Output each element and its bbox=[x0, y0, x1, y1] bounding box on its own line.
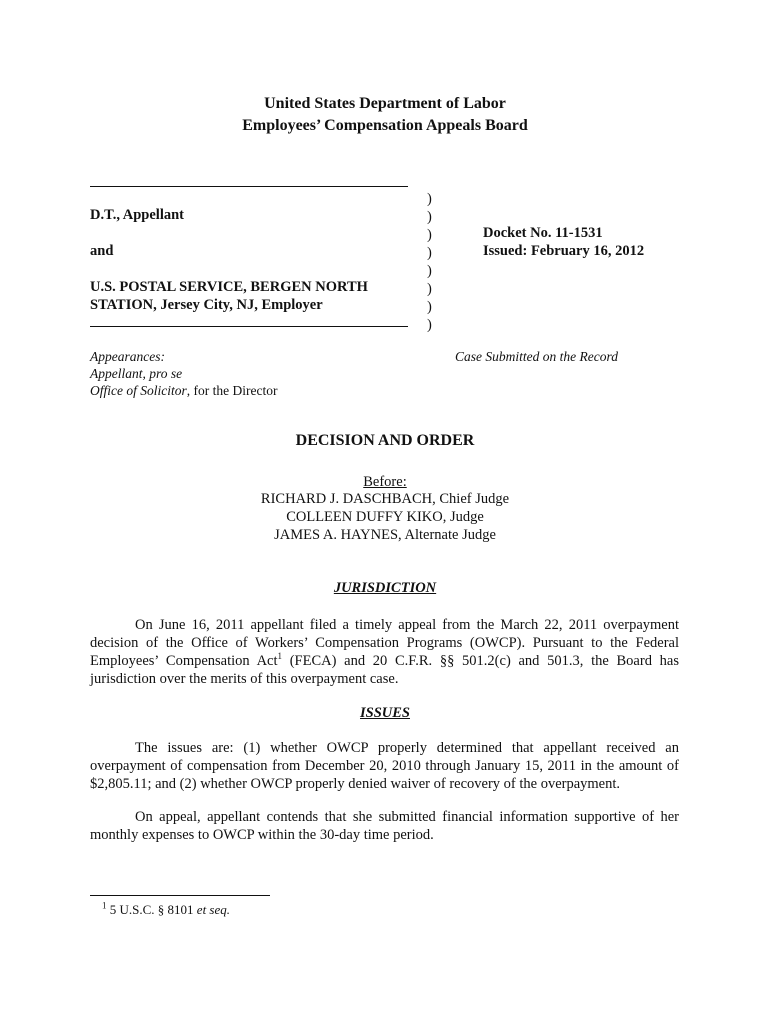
solicitor-role: , for the Director bbox=[186, 383, 278, 398]
issues-paragraph-1: The issues are: (1) whether OWCP properly determined that appellant received an overpayment of compensation from December 20, 2010 through January 15, 2011 in the amount of $2,805.11; and (2) whether OWCP properly denied waiver of recovery of the overpayment. bbox=[90, 740, 679, 792]
appellant-name: D.T., Appellant bbox=[90, 207, 185, 223]
judge-1: RICHARD J. DASCHBACH, Chief Judge bbox=[260, 491, 510, 507]
caption-paren: ) bbox=[427, 299, 432, 315]
issues-paragraph-2: On appeal, appellant contends that she submitted financial information supportive of her monthly expenses to OWCP within the 30-day time period. bbox=[90, 809, 679, 843]
decision-title: DECISION AND ORDER bbox=[295, 432, 475, 449]
issued-date: Issued: February 16, 2012 bbox=[483, 243, 645, 259]
judge-2: COLLEEN DUFFY KIKO, Judge bbox=[286, 509, 484, 525]
caption-paren: ) bbox=[427, 209, 432, 225]
jurisdiction-text-b: (FECA) and 20 C.F.R. §§ 501.2(c) and 501.3, the Board has jurisdiction over the merits of this overpayment case. bbox=[90, 653, 679, 687]
caption-bottom-rule bbox=[90, 326, 408, 327]
board-title: Employees’ Compensation Appeals Board bbox=[242, 117, 528, 134]
footnote-text: 5 U.S.C. § 8101 bbox=[109, 902, 197, 917]
footnote-reference: 1 bbox=[277, 651, 283, 662]
footnote bbox=[102, 902, 230, 918]
caption-paren: ) bbox=[427, 245, 432, 261]
appearances-appellant: Appellant, pro se bbox=[90, 366, 183, 381]
appearances-heading: Appearances: bbox=[90, 349, 165, 364]
caption-top-rule bbox=[90, 186, 408, 187]
caption-paren: ) bbox=[427, 227, 432, 243]
footnote-italic: et seq. bbox=[196, 902, 231, 917]
agency-title: United States Department of Labor bbox=[264, 95, 506, 112]
caption-paren: ) bbox=[427, 281, 432, 297]
judge-3: JAMES A. HAYNES, Alternate Judge bbox=[274, 527, 496, 543]
caption-paren: ) bbox=[427, 263, 432, 279]
case-submitted: Case Submitted on the Record bbox=[455, 349, 618, 364]
footnote-rule bbox=[90, 895, 270, 896]
solicitor-office: Office of Solicitor bbox=[90, 383, 187, 398]
caption-and: and bbox=[90, 243, 114, 259]
jurisdiction-paragraph bbox=[90, 616, 679, 688]
employer-line-1: U.S. POSTAL SERVICE, BERGEN NORTH bbox=[90, 279, 368, 295]
jurisdiction-text-a: On June 16, 2011 appellant filed a timely appeal from the March 22, 2011 overpayment decision of the Office of Workers’ Compensation Programs (OWCP). Pursuant to the Federal Employees’ Compensation Act bbox=[90, 617, 679, 669]
appearances-solicitor bbox=[90, 383, 277, 399]
employer-line-2: STATION, Jersey City, NJ, Employer bbox=[90, 297, 323, 313]
docket-number: Docket No. 11-1531 bbox=[483, 225, 603, 241]
caption-paren-column bbox=[427, 190, 432, 334]
before-label: Before: bbox=[363, 474, 407, 490]
jurisdiction-heading: JURISDICTION bbox=[333, 580, 437, 596]
caption-paren: ) bbox=[427, 317, 432, 333]
footnote-number: 1 bbox=[102, 900, 107, 911]
issues-heading: ISSUES bbox=[360, 705, 410, 721]
caption-paren: ) bbox=[427, 191, 432, 207]
